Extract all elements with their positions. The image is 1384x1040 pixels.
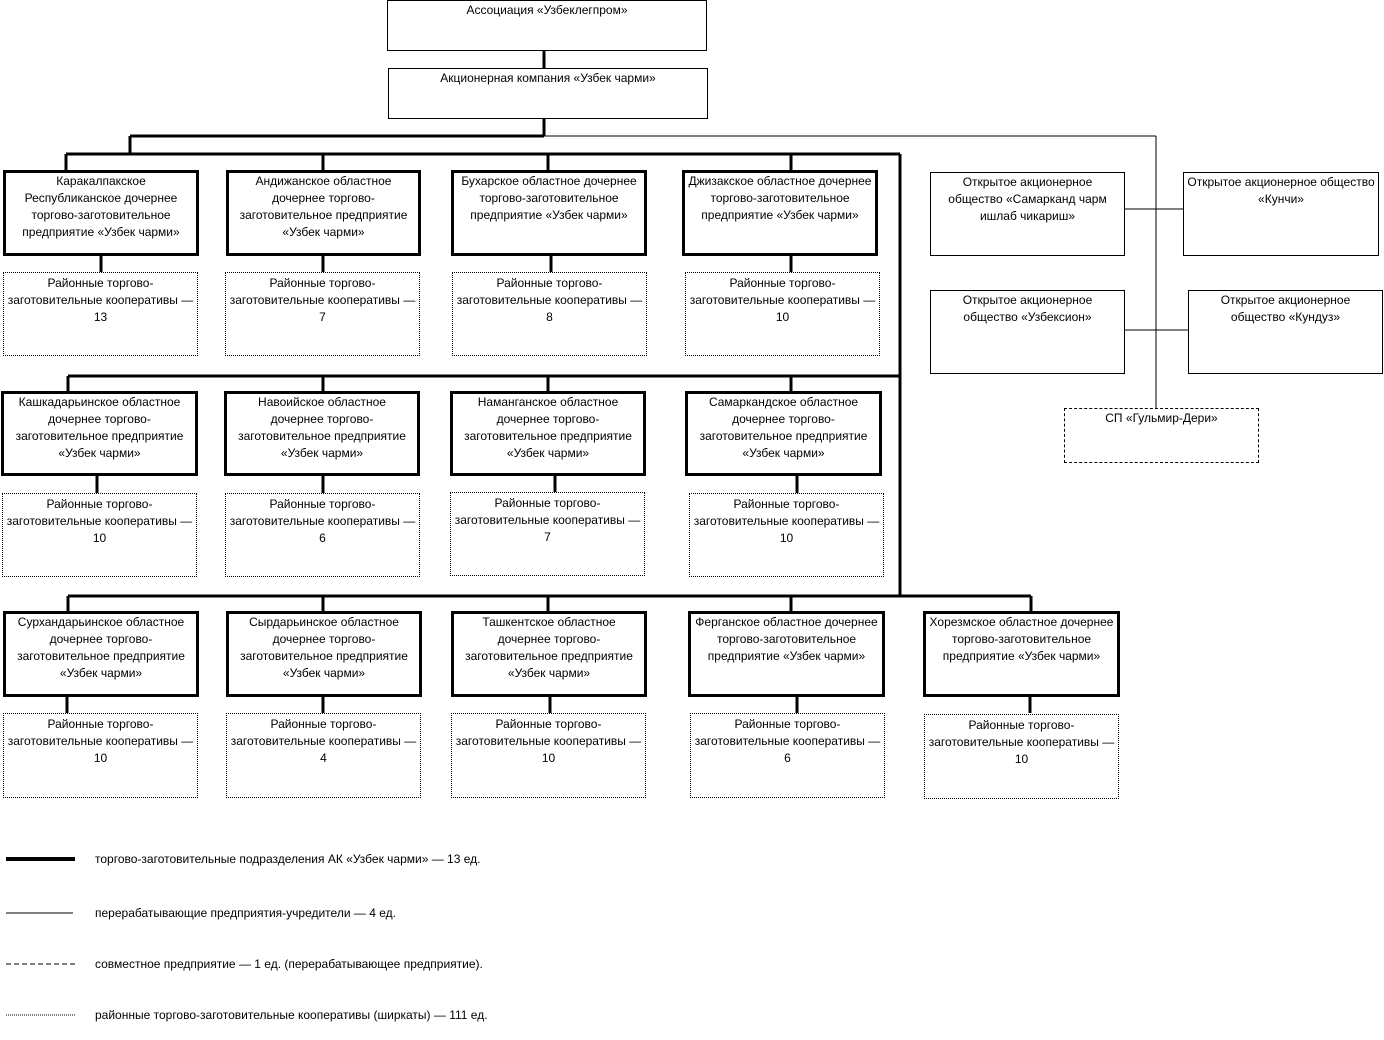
- cooperatives-box: Районные торгово-заготовительные кооперативы — 10: [2, 493, 197, 577]
- cooperatives-box: Районные торгово-заготовительные кооперативы — 6: [690, 713, 885, 798]
- enterprise-box: Самаркандское областное дочернее торгово-заготовительное предприятие «Узбек чарми»: [685, 391, 882, 476]
- cooperatives-box: Районные торгово-заготовительные кооперативы — 10: [924, 714, 1119, 799]
- processing-company-box: Открытое акционерное общество «Самарканд чарм ишлаб чикариш»: [930, 172, 1125, 256]
- enterprise-box: Бухарское областное дочернее торгово-заготовительное предприятие «Узбек чарми»: [451, 170, 647, 256]
- joint-venture-box: СП «Гульмир-Дери»: [1064, 408, 1259, 463]
- cooperatives-box: Районные торгово-заготовительные кооперативы — 13: [3, 272, 198, 356]
- processing-company-box: Открытое акционерное общество «Узбексион»: [930, 290, 1125, 374]
- cooperatives-box: Районные торгово-заготовительные кооперативы — 4: [226, 713, 421, 798]
- enterprise-box: Ферганское областное дочернее торгово-заготовительное предприятие «Узбек чарми»: [688, 611, 885, 697]
- enterprise-box: Наманганское областное дочернее торгово-заготовительное предприятие «Узбек чарми»: [450, 391, 646, 476]
- cooperatives-box: Районные торгово-заготовительные кооперативы — 8: [452, 272, 647, 356]
- enterprise-box: Андижанское областное дочернее торгово-заготовительное предприятие «Узбек чарми»: [226, 170, 421, 256]
- legend-thin-text: перерабатывающие предприятия-учредители — 4 ед.: [95, 906, 396, 920]
- cooperatives-box: Районные торгово-заготовительные кооперативы — 10: [3, 713, 198, 798]
- cooperatives-box: Районные торгово-заготовительные кооперативы — 10: [685, 272, 880, 356]
- processing-company-box: Открытое акционерное общество «Кундуз»: [1188, 290, 1383, 374]
- association-box: Ассоциация «Узбеклегпром»: [387, 0, 707, 51]
- cooperatives-box: Районные торгово-заготовительные кооперативы — 10: [689, 493, 884, 577]
- enterprise-box: Сырдарьинское областное дочернее торгово-заготовительное предприятие «Узбек чарми»: [226, 611, 422, 697]
- cooperatives-box: Районные торгово-заготовительные кооперативы — 6: [225, 493, 420, 577]
- cooperatives-box: Районные торгово-заготовительные кооперативы — 7: [225, 272, 420, 356]
- processing-company-box: Открытое акционерное общество «Кунчи»: [1183, 172, 1379, 256]
- enterprise-box: Джизакское областное дочернее торгово-заготовительное предприятие «Узбек чарми»: [682, 170, 878, 256]
- cooperatives-box: Районные торгово-заготовительные кооперативы — 10: [451, 713, 646, 798]
- legend-dotted-text: районные торгово-заготовительные кооперативы (ширкаты) — 111 ед.: [95, 1008, 488, 1022]
- enterprise-box: Кашкадарьинское областное дочернее торгово-заготовительное предприятие «Узбек чарми»: [1, 391, 198, 476]
- enterprise-box: Хорезмское областное дочернее торгово-заготовительное предприятие «Узбек чарми»: [923, 611, 1120, 697]
- company-box: Акционерная компания «Узбек чарми»: [388, 68, 708, 119]
- enterprise-box: Каракалпакское Республиканское дочернее торгово-заготовительное предприятие «Узбек чарми»: [3, 170, 199, 256]
- enterprise-box: Ташкентское областное дочернее торгово-заготовительное предприятие «Узбек чарми»: [451, 611, 647, 697]
- enterprise-box: Сурхандарьинское областное дочернее торгово-заготовительное предприятие «Узбек чарми»: [3, 611, 199, 697]
- legend-dashed-text: совместное предприятие — 1 ед. (перерабатывающее предприятие).: [95, 957, 483, 971]
- legend-thick-text: торгово-заготовительные подразделения АК «Узбек чарми» — 13 ед.: [95, 852, 481, 866]
- enterprise-box: Навоийское областное дочернее торгово-заготовительное предприятие «Узбек чарми»: [224, 391, 420, 476]
- cooperatives-box: Районные торгово-заготовительные кооперативы — 7: [450, 492, 645, 576]
